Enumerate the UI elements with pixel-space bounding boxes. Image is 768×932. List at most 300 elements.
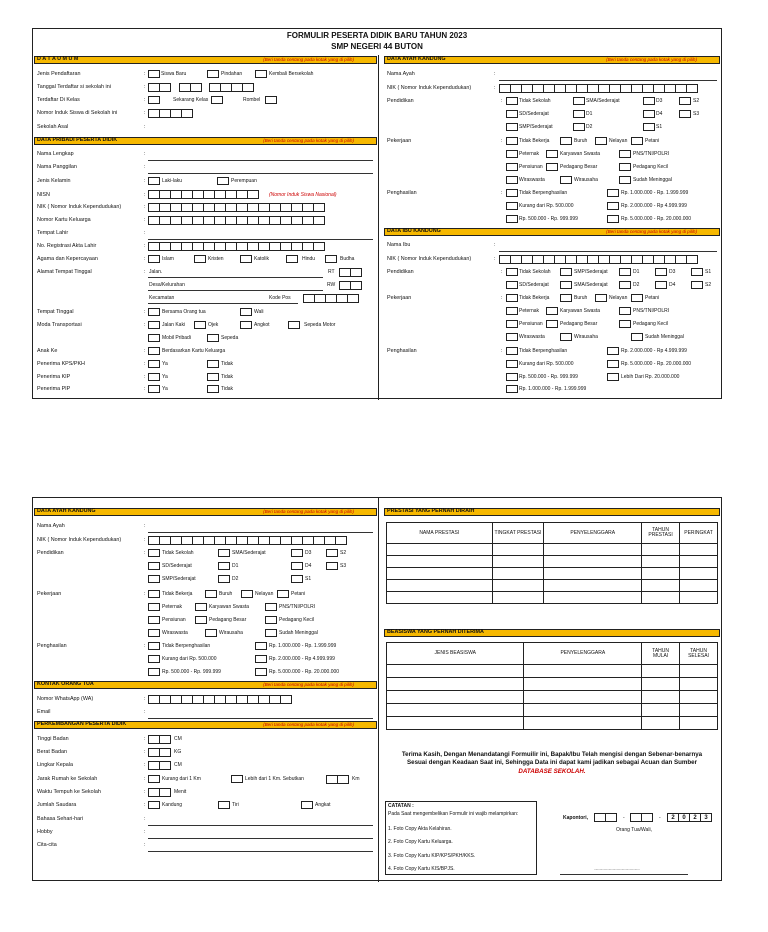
option-penghasilan-6: Rp. 1.000.000 - Rp. 1.999.999	[519, 386, 587, 392]
label-kecamatan: Kecamatan	[149, 295, 175, 301]
option-d3: D3	[669, 269, 676, 275]
checkbox-s1[interactable]	[291, 575, 303, 583]
checkbox-buruh[interactable]	[205, 590, 217, 598]
option-penghasilan-1: Rp. 1.000.000 - Rp. 1.999.999	[269, 643, 337, 649]
label-pekerjaan-ayah: Pekerjaan	[387, 138, 412, 144]
label-nama-ibu: Nama Ibu	[387, 242, 411, 248]
option-wali: Wali	[254, 309, 264, 315]
catatan-box	[385, 801, 537, 875]
waktu-boxes[interactable]	[148, 788, 170, 797]
date-month-boxes[interactable]	[630, 813, 652, 822]
checkbox-sepeda-motor[interactable]	[288, 321, 300, 329]
kodepos-boxes[interactable]	[303, 294, 358, 303]
berat-boxes[interactable]	[148, 748, 170, 757]
input-email[interactable]	[148, 718, 373, 719]
table-row[interactable]	[387, 691, 718, 704]
section-title: PERKEMBANGAN PESERTA DIDIK	[37, 721, 127, 728]
checkbox-ibu-smp[interactable]	[560, 268, 572, 276]
form-sheet-bottom	[32, 497, 722, 881]
option-karyawan: Karyawan Swasta	[209, 604, 250, 610]
colon: :	[144, 361, 146, 367]
label-rt: RT	[328, 269, 335, 275]
option-tidak-bekerja: Tidak Bekerja	[162, 591, 193, 597]
section-title: KONTAK ORANG TUA	[37, 681, 94, 688]
checkbox-sd[interactable]	[506, 110, 518, 118]
label-pekerjaan-ayah: Pekerjaan	[37, 591, 62, 597]
checkbox-ibu-tidak-berpenghasilan[interactable]	[506, 347, 518, 355]
label-penghasilan-ayah: Penghasilan	[37, 643, 67, 649]
colon: :	[144, 124, 146, 130]
checkbox-siswa-baru[interactable]	[148, 70, 160, 78]
checkbox-ibu-karyawan[interactable]	[546, 307, 558, 315]
checkbox-d1[interactable]	[218, 562, 230, 570]
checkbox-ibu-penghasilan-2[interactable]	[506, 360, 518, 368]
table-row[interactable]	[387, 678, 718, 691]
checkbox-ibu-pedagang-besar[interactable]	[546, 320, 558, 328]
checkbox-ibu-petani[interactable]	[631, 294, 643, 302]
checkbox-d3[interactable]	[291, 549, 303, 557]
table-row[interactable]	[387, 580, 718, 592]
prestasi-table	[386, 522, 718, 604]
checkbox-kip-ya[interactable]	[148, 373, 160, 381]
option-nelayan: Nelayan	[609, 138, 628, 144]
option-petani: Petani	[645, 138, 660, 144]
checkbox-ibu-pedagang-kecil[interactable]	[619, 320, 631, 328]
checkbox-penghasilan-4[interactable]	[148, 668, 160, 676]
option-pedagang-besar: Pedagang Besar	[209, 617, 247, 623]
checkbox-ibu-sudah-meninggal[interactable]	[631, 333, 643, 341]
checkbox-ojek[interactable]	[194, 321, 206, 329]
checkbox-tidak-sekolah[interactable]	[148, 549, 160, 557]
option-budha: Budha	[340, 256, 355, 262]
option-sma: SMA/Sederajat	[232, 550, 266, 556]
label-desa: Desa/Kelurahan	[149, 282, 185, 288]
table-row[interactable]	[387, 717, 718, 730]
colon: :	[144, 243, 146, 249]
input-nama-ayah[interactable]	[499, 80, 717, 81]
checkbox-penghasilan-1[interactable]	[255, 642, 267, 650]
checkbox-s1[interactable]	[643, 123, 655, 131]
checkbox-pedagang-besar[interactable]	[195, 616, 207, 624]
section-perkembangan	[34, 721, 377, 729]
label-jarak: Jarak Rumah ke Sekolah	[37, 776, 98, 782]
label-nomor-induk: Nomor Induk Siswa di Sekolah ini	[37, 110, 118, 116]
colon: :	[144, 192, 146, 198]
checkbox-ibu-d1[interactable]	[619, 268, 631, 276]
option-lebih-1km: Lebih dari 1 Km. Sebutkan	[245, 776, 304, 782]
option-siswa-baru: Siswa Baru	[161, 71, 187, 77]
checkbox-ibu-tidak-sekolah[interactable]	[506, 268, 518, 276]
option-peternak: Peternak	[162, 604, 183, 610]
input-bahasa[interactable]	[148, 825, 373, 826]
section-beasiswa	[384, 629, 720, 637]
option-sudah-meninggal: Sudah Meninggal	[633, 177, 672, 183]
date-day-boxes[interactable]	[594, 813, 616, 822]
input-nama-ibu[interactable]	[499, 251, 717, 252]
checkbox-pedagang-kecil[interactable]	[619, 163, 631, 171]
label-berat: Berat Badan	[37, 749, 67, 755]
option-petani: Petani	[291, 591, 306, 597]
checkbox-kembali[interactable]	[255, 70, 267, 78]
option-penghasilan-3: Rp. 5.000.000 - Rp. 20.000.000	[621, 361, 692, 367]
checkbox-kip-tidak[interactable]	[207, 373, 219, 381]
checkbox-pensiunan[interactable]	[148, 616, 160, 624]
checkbox-pindahan[interactable]	[207, 70, 219, 78]
option-berdasarkan-kk: Berdasarkan Kartu Keluarga	[162, 348, 226, 354]
label-nik-ayah: NIK ( Nomor Induk Kependudukan)	[387, 85, 472, 91]
checkbox-wali[interactable]	[240, 308, 252, 316]
catatan-item-3: 3. Foto Copy Kartu KIP/KPS/PKH/KKS.	[388, 853, 476, 859]
option-penghasilan-2: Kurang dari Rp. 500.000	[519, 203, 574, 209]
label-nama-panggilan: Nama Panggilan	[37, 164, 77, 170]
date-boxes[interactable]	[179, 83, 201, 92]
input-tempat-lahir[interactable]	[148, 239, 373, 240]
label-sekarang-kelas: Sekarang Kelas	[173, 97, 209, 103]
nik-ayah-boxes[interactable]	[148, 536, 346, 545]
ortu-wali-label: Orang Tua/Wali,	[616, 827, 652, 833]
option-d4: D4	[305, 563, 312, 569]
option-ojek: Ojek	[208, 322, 219, 328]
option-sd: SD/Sederajat	[519, 111, 549, 117]
input-jalan[interactable]	[148, 277, 323, 278]
label-cita: Cita-cita	[37, 842, 57, 848]
checkbox-s2[interactable]	[679, 97, 691, 105]
option-hindu: Hindu	[302, 256, 316, 262]
checkbox-petani[interactable]	[631, 137, 643, 145]
checkbox-ibu-sma[interactable]	[560, 281, 572, 289]
label-waktu: Waktu Tempuh ke Sekolah	[37, 789, 101, 795]
checkbox-wirausaha[interactable]	[560, 176, 572, 184]
checkbox-tidak-berpenghasilan[interactable]	[148, 642, 160, 650]
option-karyawan: Karyawan Swasta	[560, 308, 601, 314]
checkbox-katolik[interactable]	[240, 255, 252, 263]
checkbox-ibu-penghasilan-3[interactable]	[607, 360, 619, 368]
checkbox-penghasilan-2[interactable]	[506, 202, 518, 210]
nomor-induk-boxes[interactable]	[148, 109, 192, 118]
checkbox-petani[interactable]	[277, 590, 289, 598]
checkbox-penghasilan-1[interactable]	[607, 189, 619, 197]
table-row[interactable]	[387, 556, 718, 568]
option-pns: PNS/TNI/POLRI	[633, 151, 670, 157]
checkbox-kurang-1km[interactable]	[148, 775, 160, 783]
colon: :	[144, 386, 146, 392]
checkbox-kristen[interactable]	[194, 255, 206, 263]
table-row[interactable]	[387, 544, 718, 556]
option-peternak: Peternak	[519, 308, 540, 314]
checkbox-penghasilan-5[interactable]	[255, 668, 267, 676]
table-row[interactable]	[387, 704, 718, 717]
checkbox-penghasilan-5[interactable]	[607, 215, 619, 223]
checkbox-mobil[interactable]	[148, 334, 160, 342]
checkbox-peternak[interactable]	[506, 150, 518, 158]
col-tahun-line1: TAHUN	[652, 527, 669, 533]
checkbox-budha[interactable]	[325, 255, 337, 263]
label-penghasilan-ibu: Penghasilan	[387, 348, 417, 354]
checkbox-jalan-kaki[interactable]	[148, 321, 160, 329]
checkbox-d2[interactable]	[218, 575, 230, 583]
section-note: (Beri tanda centang pada kotak yang di pilih)	[263, 137, 354, 143]
column-divider	[378, 55, 379, 400]
checkbox-ibu-pns[interactable]	[619, 307, 631, 315]
checkbox-ibu-penghasilan-6[interactable]	[506, 385, 518, 393]
option-sma: SMA/Sederajat	[574, 282, 608, 288]
checkbox-karyawan[interactable]	[546, 150, 558, 158]
option-kurang-1km: Kurang dari 1 Km	[162, 776, 201, 782]
checkbox-penghasilan-3[interactable]	[255, 655, 267, 663]
checkbox-buruh[interactable]	[560, 137, 572, 145]
checkbox-d1[interactable]	[573, 110, 585, 118]
label-email: Email	[37, 709, 51, 715]
input-kecamatan[interactable]	[148, 303, 298, 304]
checkbox-sudah-meninggal[interactable]	[619, 176, 631, 184]
input-desa[interactable]	[148, 290, 323, 291]
checkbox-ibu-penghasilan-5[interactable]	[607, 373, 619, 381]
option-pedagang-kecil: Pedagang Kecil	[633, 321, 669, 327]
checkbox-penghasilan-3[interactable]	[607, 202, 619, 210]
option-mobil: Mobil Pribadi	[162, 335, 191, 341]
option-d3: D3	[305, 550, 312, 556]
date-separator: -	[623, 815, 625, 821]
input-angkat[interactable]	[301, 801, 313, 809]
option-d2: D2	[586, 124, 593, 130]
table-row[interactable]	[387, 592, 718, 604]
checkbox-s2[interactable]	[326, 549, 338, 557]
statement-line2: Sesuai dengan Keadaan Saat ini, Sehingga Data ini dapat kami jadikan sebagai Acuan dan Sumber	[407, 759, 697, 767]
checkbox-d4[interactable]	[291, 562, 303, 570]
checkbox-perempuan[interactable]	[217, 177, 229, 185]
checkbox-nelayan[interactable]	[595, 137, 607, 145]
checkbox-pip-ya[interactable]	[148, 385, 160, 393]
checkbox-ibu-nelayan[interactable]	[595, 294, 607, 302]
colon: :	[501, 348, 503, 354]
colon: :	[144, 643, 146, 649]
input-sekarang-kelas[interactable]	[211, 96, 223, 104]
checkbox-sma[interactable]	[573, 97, 585, 105]
label-nama-lengkap: Nama Lengkap	[37, 151, 74, 157]
option-pedagang-kecil: Pedagang Kecil	[279, 617, 315, 623]
table-row[interactable]	[387, 568, 718, 580]
colon: :	[144, 348, 146, 354]
label-rombel: Rombel	[243, 97, 261, 103]
checkbox-ibu-pensiunan[interactable]	[506, 320, 518, 328]
nik-boxes[interactable]	[148, 203, 324, 212]
checkbox-d3[interactable]	[643, 97, 655, 105]
signature-line[interactable]	[560, 874, 688, 875]
checkbox-pedagang-kecil[interactable]	[265, 616, 277, 624]
checkbox-tidak-sekolah[interactable]	[506, 97, 518, 105]
input-rombel[interactable]	[265, 96, 277, 104]
option-s3: S3	[693, 111, 700, 117]
option-penghasilan-1: Rp. 1.000.000 - Rp. 1.999.999	[621, 190, 689, 196]
kapontori-label: Kapontori,	[563, 815, 588, 821]
option-penghasilan-3: Rp. 2.000.000 - Rp 4.999.999	[621, 203, 687, 209]
label-nama-ayah: Nama Ayah	[387, 71, 415, 77]
checkbox-sd[interactable]	[148, 562, 160, 570]
colon: :	[144, 217, 146, 223]
input-kandung[interactable]	[148, 801, 160, 809]
rt-boxes[interactable]	[339, 268, 361, 277]
option-kristen: Kristen	[208, 256, 224, 262]
checkbox-ibu-tidak-bekerja[interactable]	[506, 294, 518, 302]
option-jalan-kaki: Jalan Kaki	[162, 322, 186, 328]
checkbox-ibu-penghasilan-4[interactable]	[506, 373, 518, 381]
checkbox-kps-ya[interactable]	[148, 360, 160, 368]
input-tiri[interactable]	[218, 801, 230, 809]
option-penghasilan-1: Rp. 2.000.000 - Rp 4.999.999	[621, 348, 687, 354]
option-tidak: Tidak	[221, 361, 234, 367]
colon: :	[144, 230, 146, 236]
checkbox-d4[interactable]	[643, 110, 655, 118]
unit-cm: CM	[174, 736, 182, 742]
option-tidak-sekolah: Tidak Sekolah	[519, 269, 551, 275]
checkbox-pensiunan[interactable]	[506, 163, 518, 171]
input-nama-lengkap[interactable]	[148, 160, 373, 161]
checkbox-wiraswasta[interactable]	[148, 629, 160, 637]
option-d3: D3	[656, 98, 663, 104]
col-penyelenggara: PENYELENGGARA	[524, 643, 642, 665]
colon: :	[494, 71, 496, 77]
option-s1: S1	[305, 576, 312, 582]
option-penghasilan-4: Rp. 500.000 - Rp. 999.999	[519, 374, 578, 380]
checkbox-tidak-berpenghasilan[interactable]	[506, 189, 518, 197]
tinggi-boxes[interactable]	[148, 735, 170, 744]
checkbox-karyawan[interactable]	[195, 603, 207, 611]
option-penghasilan-3: Rp. 2.000.000 - Rp 4.999.999	[269, 656, 335, 662]
checkbox-ibu-d4[interactable]	[655, 281, 667, 289]
nik-ibu-boxes[interactable]	[499, 255, 697, 264]
section-title: D A T A U M U M	[37, 56, 79, 63]
colon: :	[144, 749, 146, 755]
input-nama-ayah[interactable]	[148, 532, 373, 533]
colon: :	[144, 151, 146, 157]
checkbox-s3[interactable]	[679, 110, 691, 118]
option-ya: Ya	[162, 386, 168, 392]
input-kelas[interactable]	[148, 96, 160, 104]
checkbox-tidak-bekerja[interactable]	[506, 137, 518, 145]
col-tahun	[642, 523, 680, 544]
label-jumlah-saudara: Jumlah Saudara	[37, 802, 77, 808]
checkbox-penghasilan-2[interactable]	[148, 655, 160, 663]
checkbox-ibu-buruh[interactable]	[560, 294, 572, 302]
checkbox-hindu[interactable]	[286, 255, 298, 263]
wa-boxes[interactable]	[148, 695, 291, 704]
checkbox-pip-tidak[interactable]	[207, 385, 219, 393]
checkbox-ibu-d2[interactable]	[619, 281, 631, 289]
checkbox-angkot[interactable]	[240, 321, 252, 329]
option-d1: D1	[586, 111, 593, 117]
label-jalan: Jalan.	[149, 269, 163, 275]
rw-boxes[interactable]	[339, 281, 361, 290]
checkbox-pns[interactable]	[265, 603, 277, 611]
checkbox-peternak[interactable]	[148, 603, 160, 611]
section-data-umum	[34, 56, 377, 64]
label-pip: Penerima PIP	[37, 386, 71, 392]
section-note: (Beri tanda centang pada kotak yang di pilih)	[263, 681, 354, 687]
table-row[interactable]	[387, 665, 718, 678]
checkbox-s3[interactable]	[326, 562, 338, 570]
checkbox-lebih-1km[interactable]	[231, 775, 243, 783]
unit-cm: CM	[174, 762, 182, 768]
label-nomor-kk: Nomor Kartu Keluarga	[37, 217, 91, 223]
checkbox-smp[interactable]	[506, 123, 518, 131]
checkbox-ibu-peternak[interactable]	[506, 307, 518, 315]
input-anak-ke[interactable]	[148, 347, 160, 355]
option-penghasilan-4: Rp. 500.000 - Rp. 999.999	[519, 216, 578, 222]
checkbox-nelayan[interactable]	[241, 590, 253, 598]
checkbox-ibu-penghasilan-1[interactable]	[607, 347, 619, 355]
checkbox-wirausaha[interactable]	[205, 629, 217, 637]
colon: :	[144, 816, 146, 822]
label-pendidikan-ayah: Pendidikan	[387, 98, 414, 104]
option-smp: SMP/Sederajat	[162, 576, 196, 582]
col-jenis-beasiswa: JENIS BEASISWA	[387, 643, 524, 665]
checkbox-ibu-s1[interactable]	[691, 268, 703, 276]
nisn-boxes[interactable]	[148, 190, 258, 199]
option-sepeda-motor: Sepeda Motor	[304, 322, 336, 328]
checkbox-pns[interactable]	[619, 150, 631, 158]
section-kontak	[34, 681, 377, 689]
colon: :	[144, 736, 146, 742]
checkbox-ibu-sd[interactable]	[506, 281, 518, 289]
kk-boxes[interactable]	[148, 216, 324, 225]
checkbox-sma[interactable]	[218, 549, 230, 557]
checkbox-sudah-meninggal[interactable]	[265, 629, 277, 637]
colon: :	[494, 242, 496, 248]
checkbox-islam[interactable]	[148, 255, 160, 263]
checkbox-pedagang-besar[interactable]	[546, 163, 558, 171]
checkbox-d2[interactable]	[573, 123, 585, 131]
checkbox-ibu-wirausaha[interactable]	[560, 333, 572, 341]
checkbox-bersama-ortu[interactable]	[148, 308, 160, 316]
km-boxes[interactable]	[326, 775, 348, 784]
registrasi-boxes[interactable]	[148, 242, 324, 251]
checkbox-kps-tidak[interactable]	[207, 360, 219, 368]
checkbox-wiraswasta[interactable]	[506, 176, 518, 184]
date-separator: -	[659, 815, 661, 821]
section-title: DATA PRIBADI PESERTA DIDIK	[37, 137, 118, 144]
input-nama-panggilan[interactable]	[148, 173, 373, 174]
section-data-ibu	[384, 228, 720, 236]
checkbox-ibu-s2[interactable]	[691, 281, 703, 289]
checkbox-penghasilan-4[interactable]	[506, 215, 518, 223]
nisn-note: (Nomor Induk Siswa Nasional)	[269, 192, 337, 198]
option-angkot: Angkot	[254, 322, 270, 328]
checkbox-tidak-bekerja[interactable]	[148, 590, 160, 598]
lingkar-boxes[interactable]	[148, 761, 170, 770]
checkbox-sepeda[interactable]	[207, 334, 219, 342]
label-penghasilan-ayah: Penghasilan	[387, 190, 417, 196]
section-note: (Beri tanda centang pada kotak yang di pilih)	[263, 56, 354, 62]
option-tidak-bekerja: Tidak Bekerja	[519, 295, 550, 301]
colon: :	[144, 204, 146, 210]
date-boxes[interactable]	[148, 83, 170, 92]
date-boxes[interactable]	[209, 83, 253, 92]
checkbox-smp[interactable]	[148, 575, 160, 583]
input-hobby[interactable]	[148, 838, 373, 839]
label-anak-ke: Anak Ke	[37, 348, 58, 354]
option-smp: SMP/Sederajat	[519, 124, 553, 130]
input-cita[interactable]	[148, 851, 373, 852]
checkbox-ibu-wiraswasta[interactable]	[506, 333, 518, 341]
checkbox-ibu-d3[interactable]	[655, 268, 667, 276]
colon: :	[144, 776, 146, 782]
nik-ayah-boxes[interactable]	[499, 84, 697, 93]
colon: :	[144, 309, 146, 315]
colon: :	[144, 110, 146, 116]
label-jenis-kelamin: Jenis Kelamin	[37, 178, 71, 184]
label-jenis-pendaftaran: Jenis Pendaftaran	[37, 71, 81, 77]
checkbox-laki[interactable]	[148, 177, 160, 185]
